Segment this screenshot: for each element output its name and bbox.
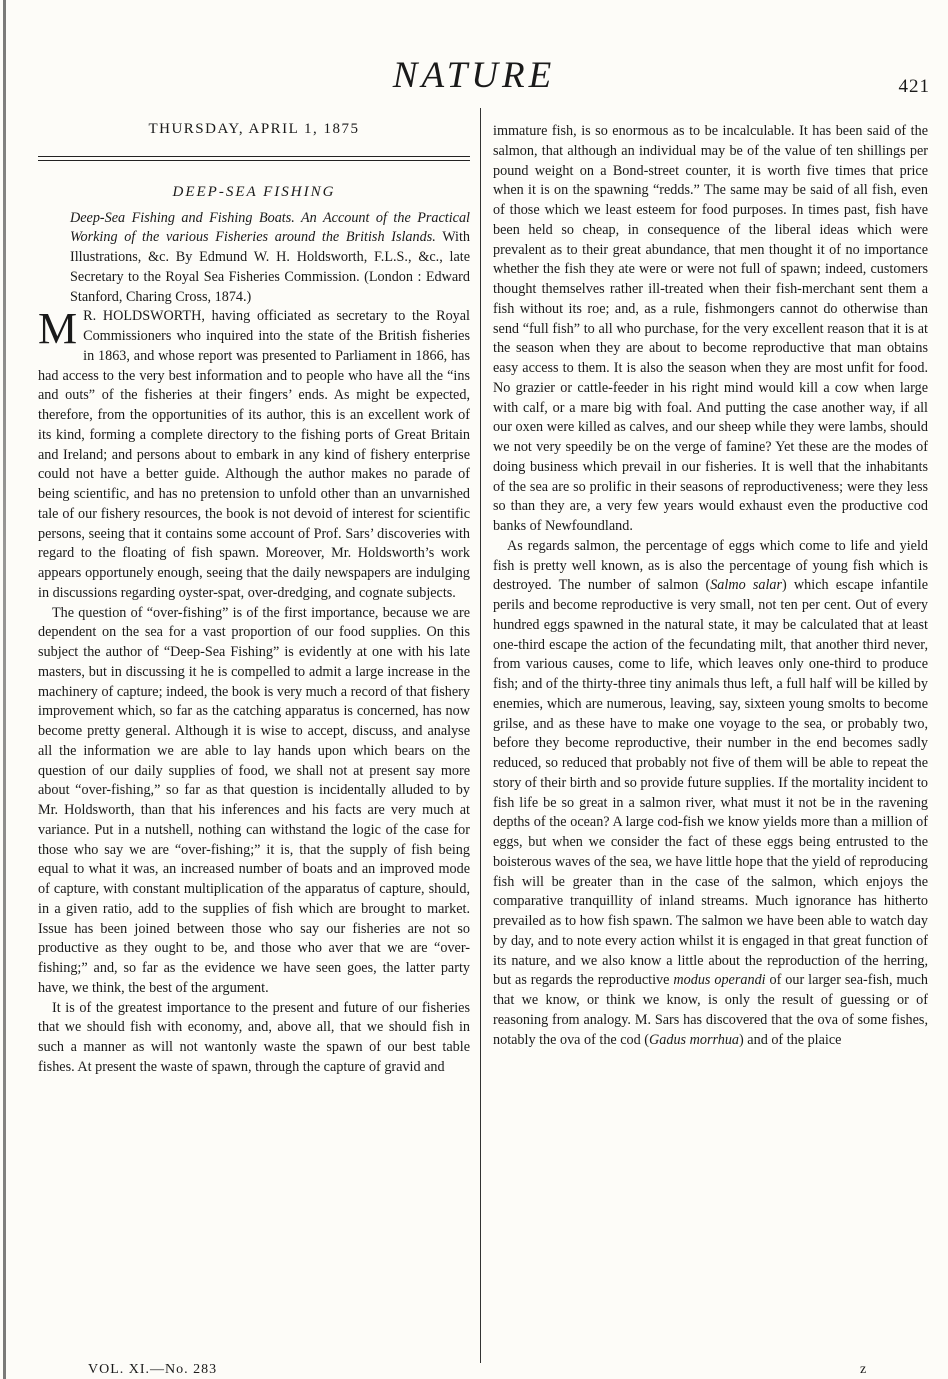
column-divider bbox=[480, 108, 481, 1363]
review-book-title: Deep-Sea Fishing and Fishing Boats. An Account of the Practical Working of the various Fisheries around the British Islands. bbox=[70, 209, 470, 246]
page-number: 421 bbox=[898, 76, 930, 97]
species-name: Salmo salar bbox=[710, 577, 783, 594]
paragraph-text: R. HOLDSWORTH, having officiated as secretary to the Royal Commissioners who inquired into the state of the British fisheries in 1863, and whose report was presented to Parliament in 1866, has had access to the very best information and to people who have all the “ins and outs” of the fisheries at their fingers’ ends. As might be expected, therefore, from the opportunities of its author, this is an excellent work of its kind, forming a complete directory to the fishing ports of Great Britain and Ireland; and persons about to embark in any kind of fishery enterprise could not have a better guide. Although the author makes no parade of being scientific, and has no pretension to unfold other than an unvarnished tale of our fishery resources, the book is not devoid of interest for scientific persons, seeing that it contains some account of Prof. Sars’ discoveries with regard to the floating of fish spawn. Moreover, Mr. Holdsworth’s work appears opportunely enough, seeing that the daily newspapers are indulging in discussions regarding oyster-spat, over-dredging, and cognate subjects. bbox=[38, 308, 470, 601]
latin-phrase: modus operandi bbox=[673, 972, 766, 989]
page-binding-edge bbox=[3, 0, 6, 1379]
paragraph: The question of “over-fishing” is of the first importance, because we are dependent on the sea for a vast proportion of our food supplies. On this subject the author of “Deep-Sea Fishing” is evidently at one with his late masters, but in discussing it he is compelled to admit a large increase in the machinery of capture; indeed, the book is very much a record of that fishery improvement which, so far as the catching apparatus is concerned, has now become pretty general. Although it is wise to accept, discuss, and analyse all the information we are able to lay hands upon which bears on the question of our daily supplies of food, we shall not at present say more about “over-fishing,” so far as that question is incidentally alluded to by Mr. Holdsworth, than that his inferences and his facts are very much at variance. Put in a nutshell, nothing can withstand the logic of the case for those who say we are “over-fishing;” it is, that the supply of fish being equal to what it was, an increased number of boats and an improved mode of capture, with constant multiplication of the apparatus of capture, should, in a given ratio, add to the supplies of fish which are brought to market. Issue has been joined between those who say our fisheries are not so productive as they ought to be, and those who aver that we are “over-fishing;” and, so far as the evidence we have seen goes, the latter party have, we think, the best of the argument. bbox=[38, 604, 470, 996]
paragraph-text: of our larger sea-fish, much that we know, or think we know, is only the result of guessing or of reasoning from analogy. M. Sars has discovered that the ova of some fishes, notably the ova of the cod ( bbox=[493, 972, 928, 1048]
masthead bbox=[0, 54, 948, 100]
review-reference bbox=[38, 209, 470, 308]
signature-mark: z bbox=[860, 1362, 867, 1377]
paragraph-text: ) which escape infantile perils and become reproductive is very small, not ten per cent. Out of every hundred eggs spawned in the natural state, it may be calculated that at least one-third escape the action of the fecundating milt, that another third never, from various causes, come to life, which leaves only one-third to produce fish; and of the thirty-three tiny animals thus left, a full half will be killed by enemies, which are numerous, leaving, say, sixteen young smolts to become grilse, and as these have to make one voyage to the sea, or probably two, before they become reproductive, their number in the end becomes sadly reduced, so reduced that probably not five of them will be able to repeat the story of their birth and so provide future supplies. If the mortality incident to fish life be so great in a salmon river, what must it not be in the ravening depths of the ocean? A large cod-fish we know yields more than a million of eggs, but when we consider the fact of these eggs being entrusted to the boisterous waves of the sea, we have little hope that the yield of reproducing fish will be greater than in the case of the salmon, which enjoys the comparative tranquillity of inland streams. Much ignorance has hitherto prevailed as to how fish spawn. The salmon we have been able to watch day by day, and to note every action whilst it is engaged in that great function of its nature, and we also know a little about the reproduction of the herring, but as regards the reproductive bbox=[493, 577, 928, 989]
article-title: DEEP-SEA FISHING bbox=[172, 183, 336, 200]
double-rule bbox=[38, 156, 470, 161]
paragraph-text: As regards salmon, the percentage of eggs which come to life and yield fish is pretty well known, as is also the percentage of young fish which is destroyed. The number of salmon ( bbox=[493, 537, 928, 594]
paragraph bbox=[38, 304, 470, 603]
review-book-details: With Illustrations, &c. By Edmund W. H. Holdsworth, F.L.S., &c., late Secretary to the Royal Sea Fisheries Commission. (London : Edward Stanford, Charing Cross, 1874.) bbox=[70, 229, 470, 305]
journal-title: NATURE bbox=[392, 55, 556, 96]
issue-date: THURSDAY, APRIL 1, 1875 bbox=[148, 121, 360, 137]
right-column bbox=[493, 122, 928, 1367]
paragraph-text: ) and of the plaice bbox=[739, 1031, 842, 1048]
drop-cap: M bbox=[38, 304, 78, 354]
paragraph-continued: immature fish, is so enormous as to be incalculable. It has been said of the salmon, that although an individual may be of the value of ten shillings per pound weight on a Bond-street counter, it is worth five times that price when it is on the spawning “redds.” The same may be said of all fish, even of those which we least esteem for food purposes. In times past, fish have been held so cheap, in consequence of the liberal ideas which were prevalent as to their great abundance, that men thought it of no importance whether the fish they ate were or were not full of spawn; indeed, customers thought themselves rather ill-treated when their fish-merchant sent them a fish without its roe; and, as a rule, fishmongers cannot do otherwise than send “full fish” to all who purchase, for the very excellent reason that it is at the season when they are about to become reproductive that man obtains easy access to them. It is also the season when they are most unfit for food. No grazier or cattle-feeder in his right mind would kill a cow when large with calf, or a mare big with foal. And putting the case another way, if all our oxen were killed as calves, and our sheep while they were lambs, should we not very speedily be on the verge of famine? Yet these are the modes of doing business which prevail in our fisheries. It is well that the inhabitants of the sea are so prolific in their seasons of reproductiveness; were they less so than they are, a very few years would exhaust even the productive cod banks of Newfoundland. bbox=[493, 123, 928, 534]
species-name: Gadus morrhua bbox=[649, 1031, 740, 1048]
volume-footer: VOL. XI.—No. 283 bbox=[88, 1362, 218, 1377]
left-column bbox=[38, 118, 470, 1363]
paragraph bbox=[493, 537, 928, 1051]
paragraph: It is of the greatest importance to the present and future of our fisheries that we should fish with economy, and, above all, that we should fish in such a manner as will not wantonly waste the spawn of our best table fishes. At present the waste of spawn, through the capture of gravid and bbox=[38, 999, 470, 1075]
